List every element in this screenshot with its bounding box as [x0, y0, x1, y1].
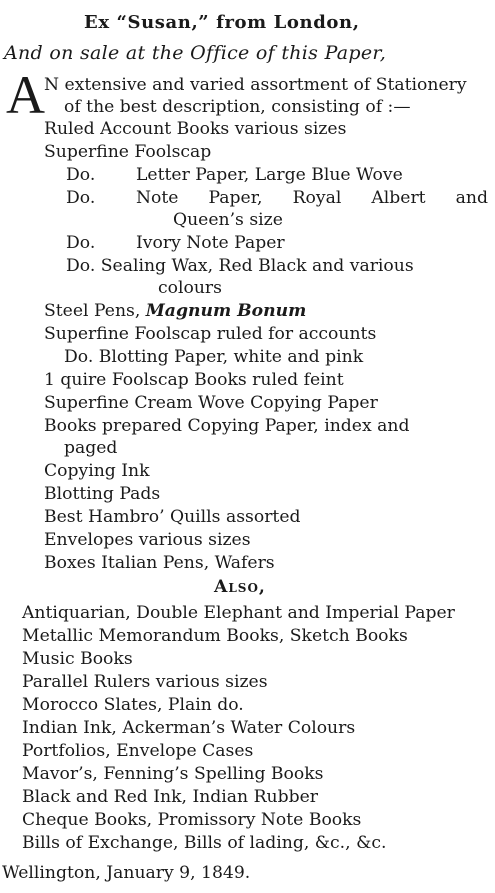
section-heading-also: Also,: [214, 577, 266, 597]
list-item: [44, 300, 306, 322]
ditto-mark: Do.: [66, 233, 96, 253]
intro-line-2: of the best description, consisting of :—: [64, 97, 411, 117]
ad-heading-ship: Ex “Susan,” from London,: [84, 12, 360, 33]
ditto-mark: Do.: [66, 188, 96, 208]
list-item: Ruled Account Books various sizes: [44, 119, 347, 139]
list-item: Music Books: [22, 649, 133, 669]
list-item: [136, 187, 488, 209]
word: Royal: [292, 188, 342, 208]
list-item: Mavor’s, Fenning’s Spelling Books: [22, 764, 324, 784]
list-item: Indian Ink, Ackerman’s Water Colours: [22, 718, 356, 738]
ad-subheading-sale: And on sale at the Office of this Paper,: [4, 42, 387, 64]
list-item: Do. Sealing Wax, Red Black and various: [66, 256, 414, 276]
list-item: Metallic Memorandum Books, Sketch Books: [22, 626, 408, 646]
list-item: 1 quire Foolscap Books ruled feint: [44, 370, 344, 390]
list-item: Cheque Books, Promissory Note Books: [22, 810, 362, 830]
list-item: Do. Blotting Paper, white and pink: [64, 347, 364, 367]
list-item: Portfolios, Envelope Cases: [22, 741, 254, 761]
list-item: Boxes Italian Pens, Wafers: [44, 553, 275, 573]
list-item: Blotting Pads: [44, 484, 161, 504]
drop-cap: A: [6, 65, 45, 125]
ditto-mark: Do.: [66, 165, 96, 185]
list-item-continuation: colours: [158, 278, 222, 298]
list-item: Superfine Foolscap ruled for accounts: [44, 324, 377, 344]
intro-line-1: N extensive and varied assortment of Stationery: [44, 75, 467, 95]
dateline: Wellington, January 9, 1849.: [2, 863, 251, 883]
list-item: Morocco Slates, Plain do.: [22, 695, 244, 715]
list-item: Ivory Note Paper: [136, 233, 285, 253]
list-item: Superfine Cream Wove Copying Paper: [44, 393, 378, 413]
list-item: Bills of Exchange, Bills of lading, &c., &c.: [22, 833, 387, 853]
list-item: Envelopes various sizes: [44, 530, 251, 550]
list-item-continuation: Queen’s size: [173, 210, 283, 230]
list-item: Books prepared Copying Paper, index and: [44, 416, 410, 436]
word: Paper,: [208, 188, 263, 208]
list-item: Black and Red Ink, Indian Rubber: [22, 787, 318, 807]
list-item: Parallel Rulers various sizes: [22, 672, 268, 692]
list-item: Superfine Foolscap: [44, 142, 212, 162]
word: Note: [136, 188, 179, 208]
word: Albert: [371, 188, 426, 208]
list-item: Copying Ink: [44, 461, 150, 481]
word: and: [455, 188, 488, 208]
list-item-text: Steel Pens,: [44, 301, 141, 321]
list-item: Best Hambro’ Quills assorted: [44, 507, 301, 527]
list-item: Antiquarian, Double Elephant and Imperial Paper: [22, 603, 455, 623]
list-item: Letter Paper, Large Blue Wove: [136, 165, 403, 185]
brand-name: Magnum Bonum: [145, 301, 307, 321]
list-item-continuation: paged: [64, 438, 118, 458]
